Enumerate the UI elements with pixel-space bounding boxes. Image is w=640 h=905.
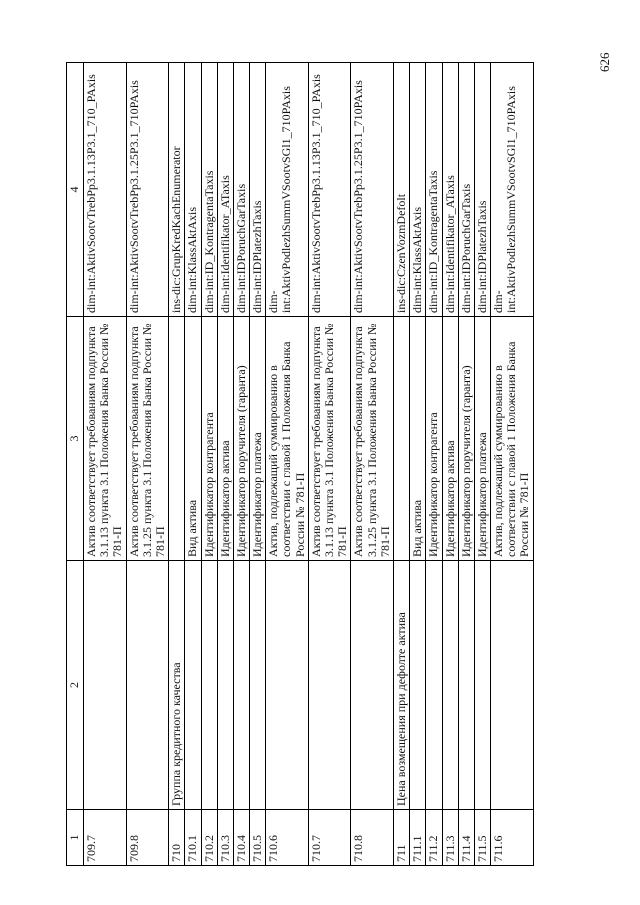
table-row [393, 63, 409, 866]
dimension-name-cell: Вид актива [410, 317, 426, 561]
table-row [84, 63, 127, 866]
dimension-name-cell: Актив, подлежащий суммированию в соответствии с главой 1 Положения Банка России № 781-П [491, 317, 534, 561]
element-code-cell: dim-int:AktivPodlezhSummVSootvSGl1_710PAxis [491, 63, 534, 317]
indicator-name-cell [491, 561, 534, 810]
dimension-name-cell: Актив, подлежащий суммированию в соответствии с главой 1 Положения Банка России № 781-П [266, 317, 309, 561]
table-row [250, 63, 266, 866]
indicator-name-cell [351, 561, 394, 810]
header-cell: 2 [67, 561, 84, 810]
table-row [410, 63, 426, 866]
element-code-cell: dim-int:IDPoruchGarTaxis [458, 63, 474, 317]
table-row [442, 63, 458, 866]
element-code-cell: dim-int:KlassAktAxis [185, 63, 201, 317]
indicator-name-cell [185, 561, 201, 810]
table-header-row [67, 63, 84, 866]
element-code-cell: dim-int:ID_KontragentaTaxis [201, 63, 217, 317]
table-row [351, 63, 394, 866]
table-row [426, 63, 442, 866]
row-number-cell: 711 [393, 810, 409, 866]
header-cell: 1 [67, 810, 84, 866]
dimension-name-cell: Актив соответствует требованиям подпункта 3.1.13 пункта 3.1 Положения Банка России № 781-П [84, 317, 127, 561]
element-code-cell: dim-int:IDPlatezhTaxis [250, 63, 266, 317]
table-row [169, 63, 185, 866]
header-cell: 3 [67, 317, 84, 561]
table-row [474, 63, 490, 866]
row-number-cell: 710.8 [351, 810, 394, 866]
row-number-cell: 710.3 [217, 810, 233, 866]
indicator-name-cell [217, 561, 233, 810]
element-code-cell: ins-dic:GrupKredKachEnumerator [169, 63, 185, 317]
dimension-name-cell: Идентификатор контрагента [201, 317, 217, 561]
indicator-name-cell [474, 561, 490, 810]
table-row [201, 63, 217, 866]
indicator-name-cell [126, 561, 169, 810]
table-row [126, 63, 169, 866]
row-number-cell: 711.2 [426, 810, 442, 866]
element-code-cell: dim-int:IDPlatezhTaxis [474, 63, 490, 317]
table-row [308, 63, 351, 866]
indicator-name-cell [266, 561, 309, 810]
rotated-table-container [66, 63, 562, 866]
dimension-name-cell: Идентификатор контрагента [426, 317, 442, 561]
dimension-name-cell: Идентификатор поручителя (гаранта) [458, 317, 474, 561]
table-row [185, 63, 201, 866]
header-cell: 4 [67, 63, 84, 317]
row-number-cell: 711.6 [491, 810, 534, 866]
indicator-name-cell: Группа кредитного качества [169, 561, 185, 810]
indicator-name-cell [442, 561, 458, 810]
dimension-name-cell: Идентификатор актива [217, 317, 233, 561]
indicator-name-cell [308, 561, 351, 810]
element-code-cell: dim-int:IDPoruchGarTaxis [233, 63, 249, 317]
page-number: 626 [597, 52, 612, 72]
dimension-name-cell: Идентификатор платежа [474, 317, 490, 561]
indicator-name-cell [410, 561, 426, 810]
table-row [217, 63, 233, 866]
row-number-cell: 710.5 [250, 810, 266, 866]
indicator-name-cell [250, 561, 266, 810]
dimension-name-cell: Актив соответствует требованиям подпункта 3.1.25 пункта 3.1 Положения Банка России № 781-П [351, 317, 394, 561]
dimension-name-cell: Идентификатор платежа [250, 317, 266, 561]
dimension-name-cell: Идентификатор актива [442, 317, 458, 561]
indicator-name-cell [84, 561, 127, 810]
row-number-cell: 711.3 [442, 810, 458, 866]
dimension-name-cell [169, 317, 185, 561]
row-number-cell: 710.6 [266, 810, 309, 866]
table-row [233, 63, 249, 866]
row-number-cell: 711.1 [410, 810, 426, 866]
element-code-cell: dim-int:AktivSootvTrebPp3.1.13P3.1_710_PAxis [84, 63, 127, 317]
element-code-cell: dim-int:Identifikator_ATaxis [217, 63, 233, 317]
dimension-name-cell: Вид актива [185, 317, 201, 561]
indicator-name-cell [458, 561, 474, 810]
element-code-cell: dim-int:ID_KontragentaTaxis [426, 63, 442, 317]
row-number-cell: 710.4 [233, 810, 249, 866]
indicator-name-cell [201, 561, 217, 810]
row-number-cell: 711.4 [458, 810, 474, 866]
element-code-cell: dim-int:AktivSootvTrebPp3.1.13P3.1_710_PAxis [308, 63, 351, 317]
element-code-cell: dim-int:AktivPodlezhSummVSootvSGl1_710PAxis [266, 63, 309, 317]
row-number-cell: 710.1 [185, 810, 201, 866]
element-code-cell: dim-int:AktivSootvTrebPp3.1.25P3.1_710PAxis [126, 63, 169, 317]
dimension-name-cell: Актив соответствует требованиям подпункта 3.1.13 пункта 3.1 Положения Банка России № 781-П [308, 317, 351, 561]
element-code-cell: ins-dic:CzenVozmDefolt [393, 63, 409, 317]
indicator-name-cell: Цена возмещения при дефолте актива [393, 561, 409, 810]
document-table [66, 62, 534, 866]
row-number-cell: 711.5 [474, 810, 490, 866]
element-code-cell: dim-int:Identifikator_ATaxis [442, 63, 458, 317]
row-number-cell: 710.2 [201, 810, 217, 866]
table-row [491, 63, 534, 866]
row-number-cell: 709.7 [84, 810, 127, 866]
table-row [266, 63, 309, 866]
element-code-cell: dim-int:KlassAktAxis [410, 63, 426, 317]
row-number-cell: 710 [169, 810, 185, 866]
indicator-name-cell [426, 561, 442, 810]
row-number-cell: 709.8 [126, 810, 169, 866]
dimension-name-cell: Актив соответствует требованиям подпункта 3.1.25 пункта 3.1 Положения Банка России № 781-П [126, 317, 169, 561]
dimension-name-cell: Идентификатор поручителя (гаранта) [233, 317, 249, 561]
row-number-cell: 710.7 [308, 810, 351, 866]
indicator-name-cell [233, 561, 249, 810]
table-row [458, 63, 474, 866]
element-code-cell: dim-int:AktivSootvTrebPp3.1.25P3.1_710PAxis [351, 63, 394, 317]
dimension-name-cell [393, 317, 409, 561]
